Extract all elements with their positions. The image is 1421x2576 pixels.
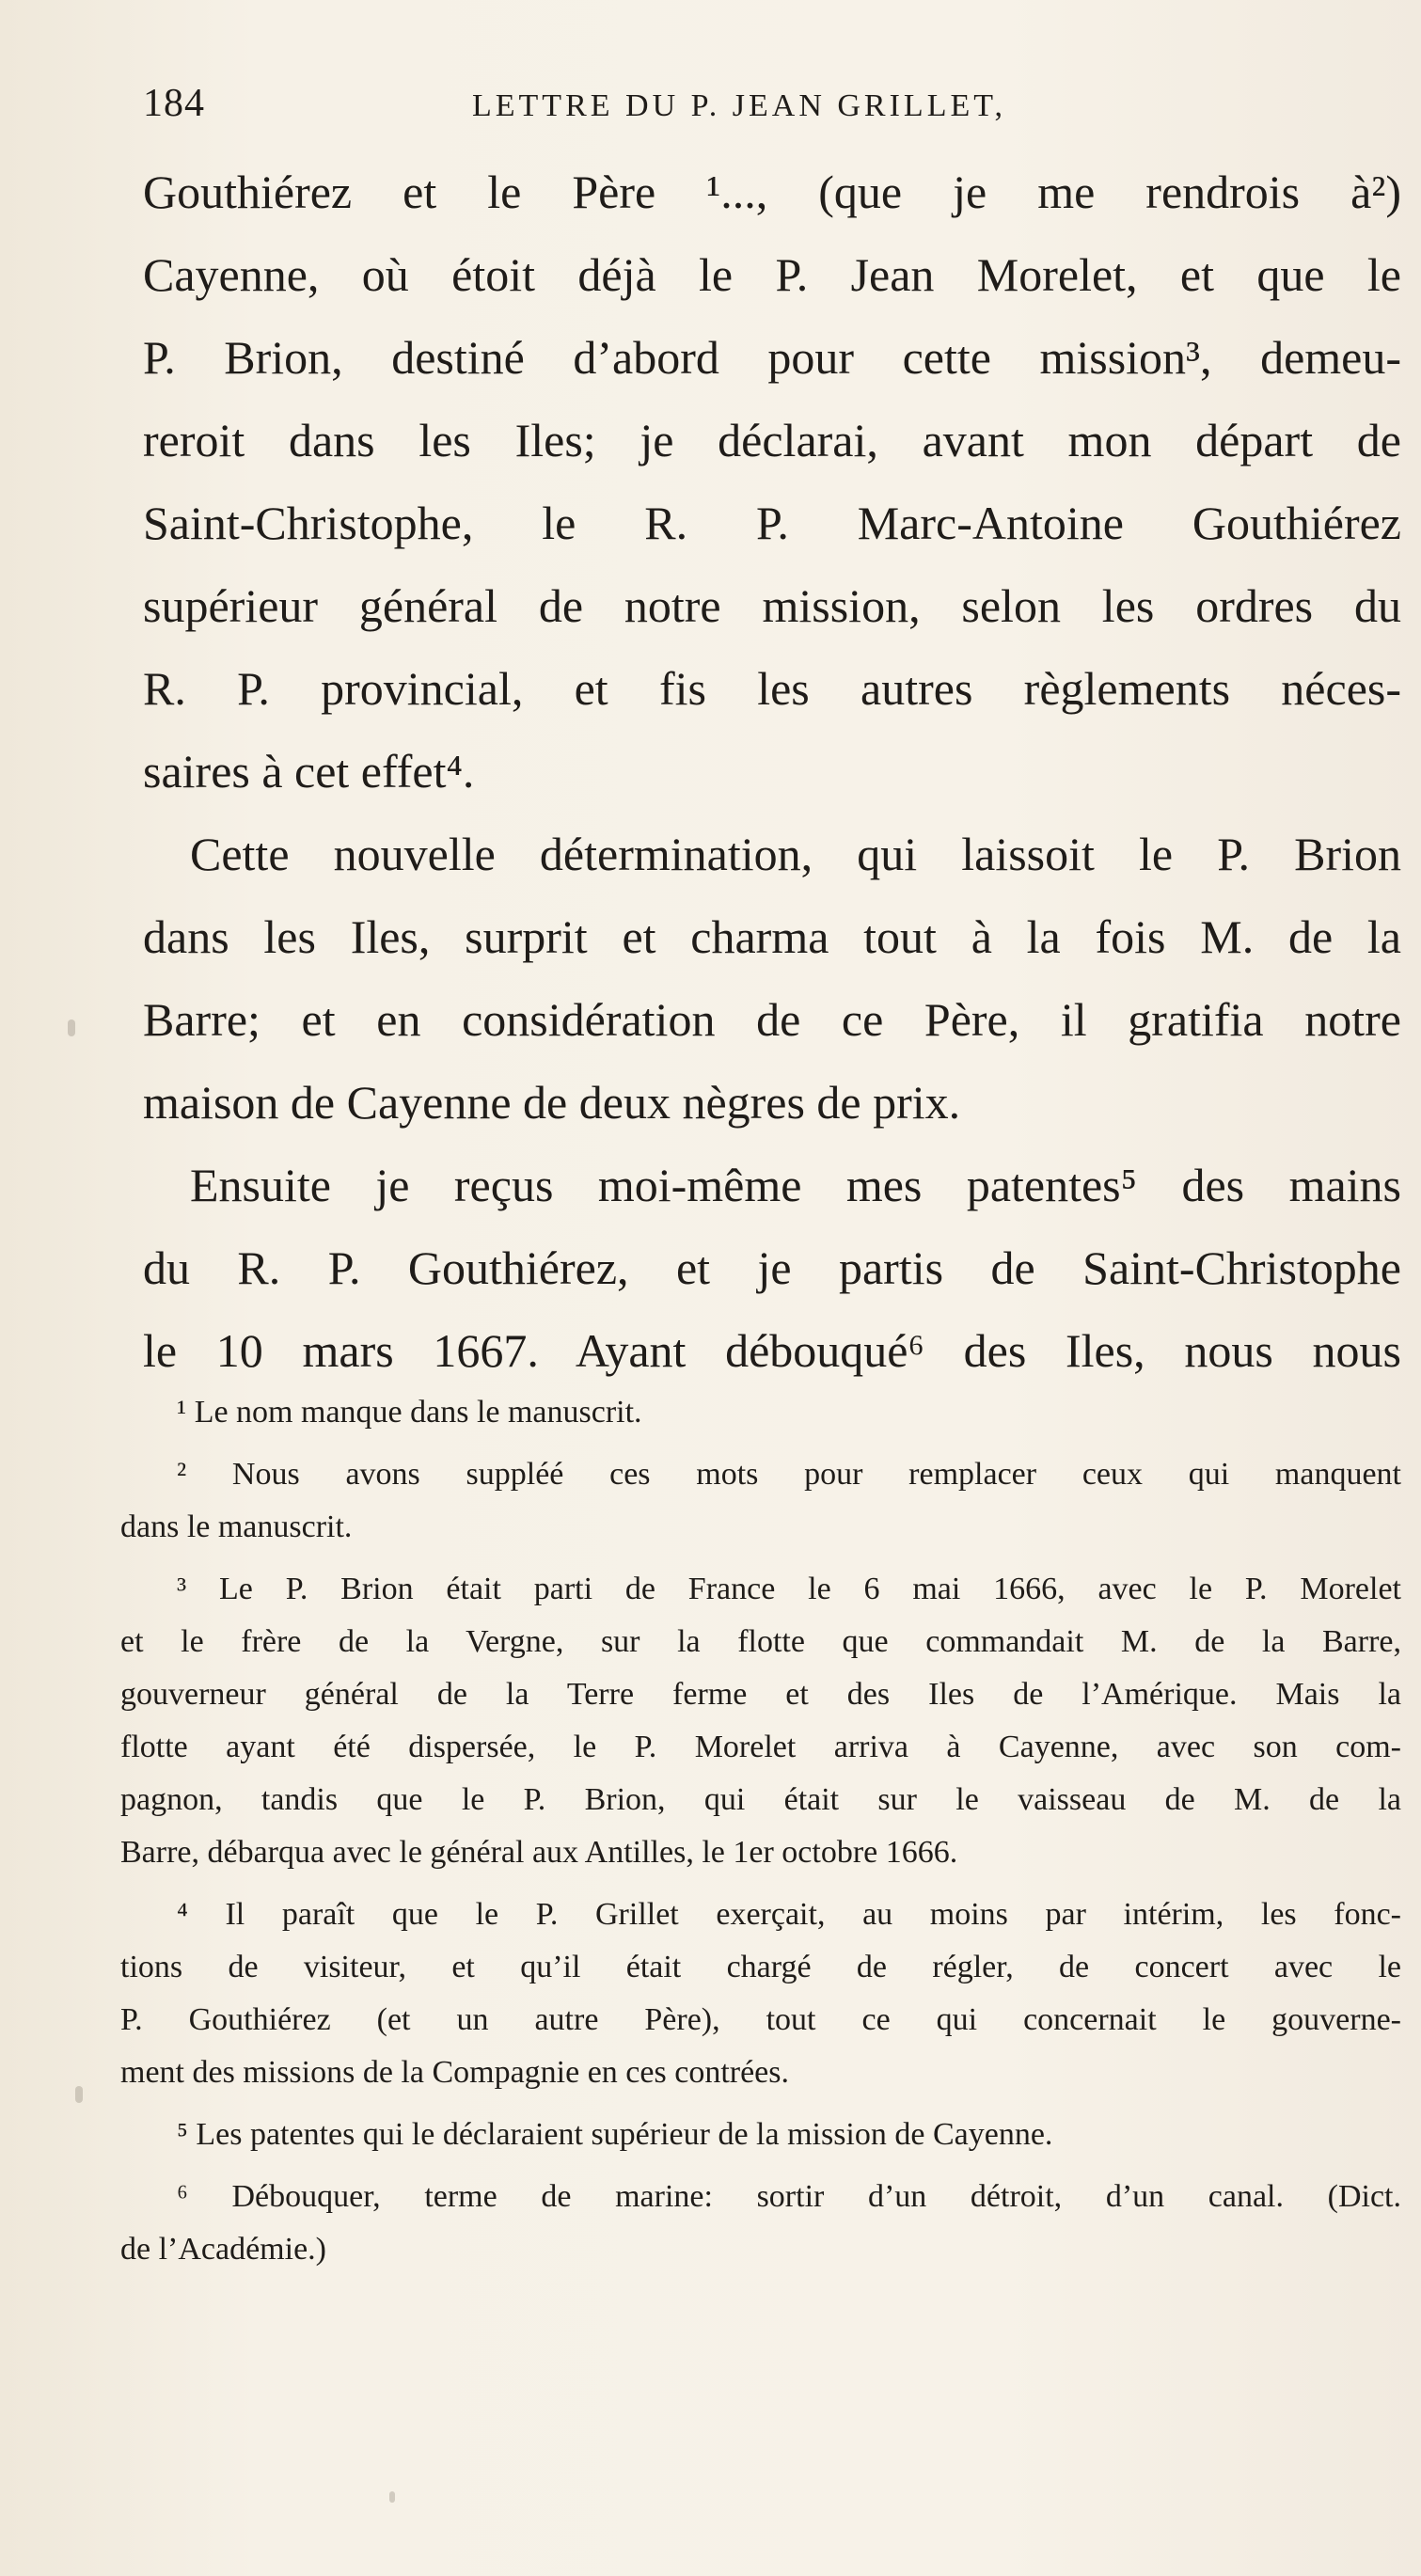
footnote-line: gouverneur général de la Terre ferme et des Iles de l’Amérique. Mais la [120, 1677, 1401, 1712]
body-line: Cayenne, où étoit déjà le P. Jean Morelet, et que le [143, 248, 1401, 301]
body-line: Cette nouvelle détermination, qui laissoit le P. Brion [190, 828, 1401, 880]
footnote-line: de l’Académie.) [120, 2232, 326, 2267]
body-line: P. Brion, destiné d’abord pour cette mission³, demeu- [143, 331, 1401, 384]
footnote-gap [120, 2099, 1401, 2109]
footnote-line: P. Gouthiérez (et un autre Père), tout ce qui concernait le gouverne- [120, 2002, 1401, 2037]
body-line: Gouthiérez et le Père ¹..., (que je me rendrois à²) [143, 166, 1401, 218]
footnote-gap [120, 2161, 1401, 2171]
footnote-line: pagnon, tandis que le P. Brion, qui était sur le vaisseau de M. de la [120, 1782, 1401, 1817]
footnote-gap [120, 1879, 1401, 1889]
body-line: Saint-Christophe, le R. P. Marc-Antoine Gouthiérez [143, 497, 1401, 549]
page-number: 184 [143, 82, 205, 125]
footnote-line: et le frère de la Vergne, sur la flotte que commandait M. de la Barre, [120, 1624, 1401, 1659]
footnote-line: ⁵ Les patentes qui le déclaraient supérieur de la mission de Cayenne. [177, 2117, 1053, 2152]
body-line: dans les Iles, surprit et charma tout à la fois M. de la [143, 910, 1401, 963]
page-header [143, 81, 1347, 137]
footnote-line: ¹ Le nom manque dans le manuscrit. [177, 1395, 642, 1430]
footnote-line: dans le manuscrit. [120, 1509, 353, 1544]
paper-speck [68, 1019, 75, 1036]
footnote-line: flotte ayant été dispersée, le P. Morelet arriva à Cayenne, avec son com- [120, 1730, 1401, 1764]
footnote-line: ⁶ Débouquer, terme de marine: sortir d’un détroit, d’un canal. (Dict. [177, 2179, 1401, 2214]
body-line: R. P. provincial, et fis les autres règlements néces- [143, 662, 1401, 715]
body-line: Barre; et en considération de ce Père, il gratifia notre [143, 993, 1401, 1046]
footnote-line: Barre, débarqua avec le général aux Antilles, le 1er octobre 1666. [120, 1835, 958, 1870]
body-line: maison de Cayenne de deux nègres de prix. [143, 1076, 961, 1129]
footnote-line: ⁴ Il paraît que le P. Grillet exerçait, au moins par intérim, les fonc- [177, 1897, 1401, 1932]
footnote-gap [120, 1554, 1401, 1563]
footnotes [120, 1386, 1401, 2276]
body-line: saires à cet effet⁴. [143, 745, 475, 798]
paper-speck [389, 2491, 395, 2503]
body-line: du R. P. Gouthiérez, et je partis de Saint-Christophe [143, 1241, 1401, 1294]
body-line: reroit dans les Iles; je déclarai, avant mon départ de [143, 414, 1401, 466]
footnote-line: ³ Le P. Brion était parti de France le 6 mai 1666, avec le P. Morelet [177, 1572, 1401, 1606]
main-text [143, 150, 1401, 1392]
footnote-gap [120, 1439, 1401, 1448]
body-line: supérieur général de notre mission, selon les ordres du [143, 579, 1401, 632]
footnote-line: ² Nous avons suppléé ces mots pour remplacer ceux qui manquent [177, 1457, 1401, 1492]
paper-speck [75, 2086, 83, 2103]
body-line: Ensuite je reçus moi-même mes patentes⁵ des mains [190, 1159, 1401, 1211]
footnote-line: tions de visiteur, et qu’il était chargé de régler, de concert avec le [120, 1950, 1401, 1984]
running-head: LETTRE DU P. JEAN GRILLET, [472, 88, 1006, 123]
body-line: le 10 mars 1667. Ayant débouqué⁶ des Iles, nous nous [143, 1324, 1401, 1377]
footnote-line: ment des missions de la Compagnie en ces contrées. [120, 2055, 789, 2090]
